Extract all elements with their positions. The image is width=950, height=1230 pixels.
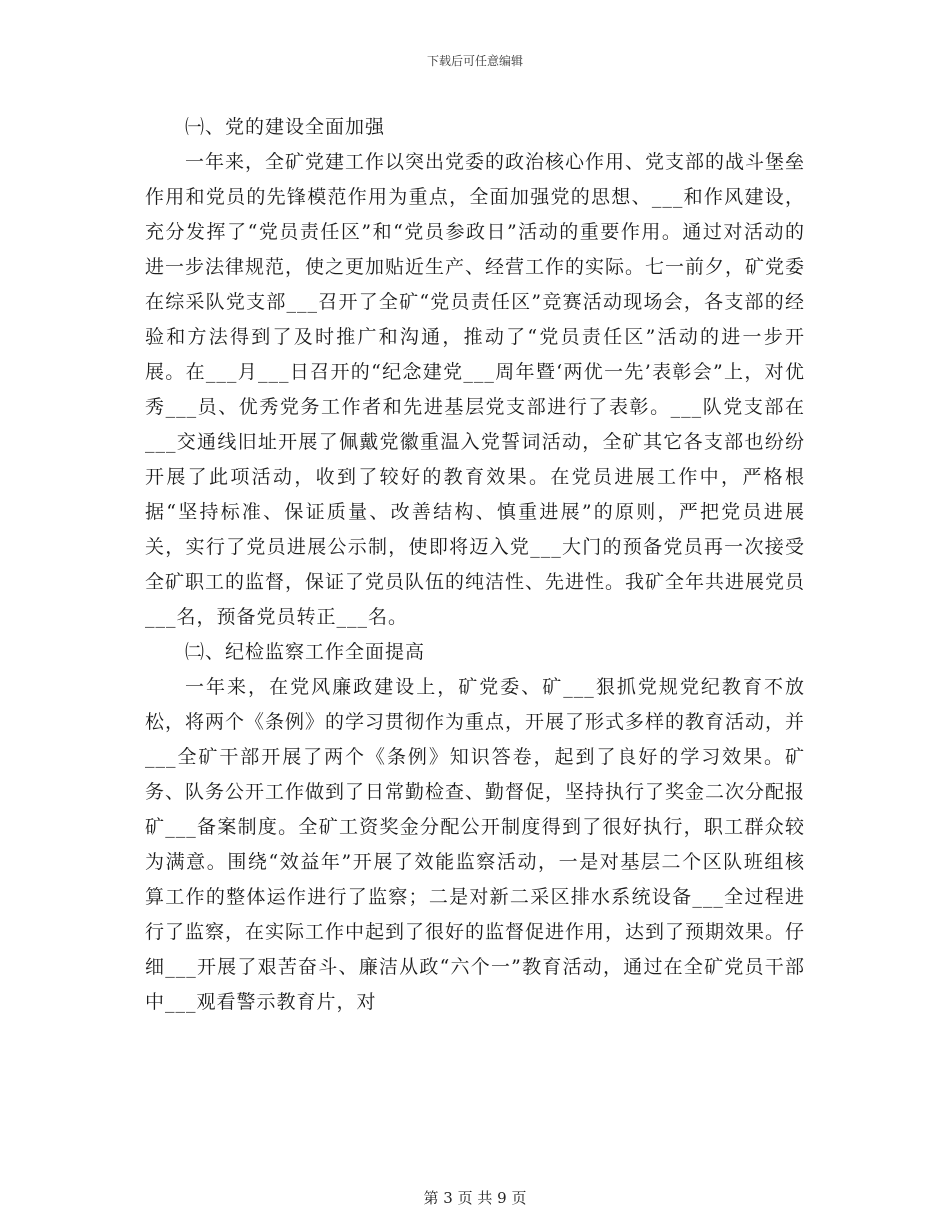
section-heading-party-building: ㈠、党的建设全面加强 bbox=[185, 116, 386, 138]
document-body bbox=[145, 110, 805, 1020]
section-heading-discipline-inspection: ㈡、纪检监察工作全面提高 bbox=[185, 641, 426, 663]
section-paragraph-party-building: 一年来，全矿党建工作以突出党委的政治核心作用、党支部的战斗堡垒作用和党员的先锋模范作用为重点，全面加强党的思想、___和作风建设，充分发挥了“党员责任区”和“党员参政日”活动的重要作用。通过对活动的进一步法律规范，使之更加贴近生产、经营工作的实际。七一前夕，矿党委在综采队党支部___召开了全矿“党员责任区”竞赛活动现场会，各支部的经验和方法得到了及时推广和沟通，推动了“党员责任区”活动的进一步开展。在___月___日召开的“纪念建党___周年暨‘两优一先’表彰会”上，对优秀___员、优秀党务工作者和先进基层党支部进行了表彰。___队党支部在___交通线旧址开展了佩戴党徽重温入党誓词活动，全矿其它各支部也纷纷开展了此项活动，收到了较好的教育效果。在党员进展工作中，严格根据“坚持标准、保证质量、改善结构、慎重进展”的原则，严把党员进展关，实行了党员进展公示制，使即将迈入党___大门的预备党员再一次接受全矿职工的监督，保证了党员队伍的纯洁性、先进性。我矿全年共进展党员___名，预备党员转正___名。 bbox=[145, 151, 806, 628]
page-header: 下载后可任意编辑 bbox=[426, 54, 523, 68]
page-footer: 第 3 页 共 9 页 bbox=[423, 1189, 527, 1207]
section-paragraph-discipline-inspection: 一年来，在党风廉政建设上，矿党委、矿___狠抓党规党纪教育不放松，将两个《条例》的学习贯彻作为重点，开展了形式多样的教育活动，并___全矿干部开展了两个《条例》知识答卷，起到了良好的学习效果。矿务、队务公开工作做到了日常勤检查、勤督促，坚持执行了奖金二次分配报矿___备案制度。全矿工资奖金分配公开制度得到了很好执行，职工群众较为满意。围绕“效益年”开展了效能监察活动，一是对基层二个区队班组核算工作的整体运作进行了监察；二是对新二采区排水系统设备___全过程进行了监察，在实际工作中起到了很好的监督促进作用，达到了预期效果。仔细___开展了艰苦奋斗、廉洁从政“六个一”教育活动，通过在全矿党员干部中___观看警示教育片，对 bbox=[145, 676, 806, 1013]
